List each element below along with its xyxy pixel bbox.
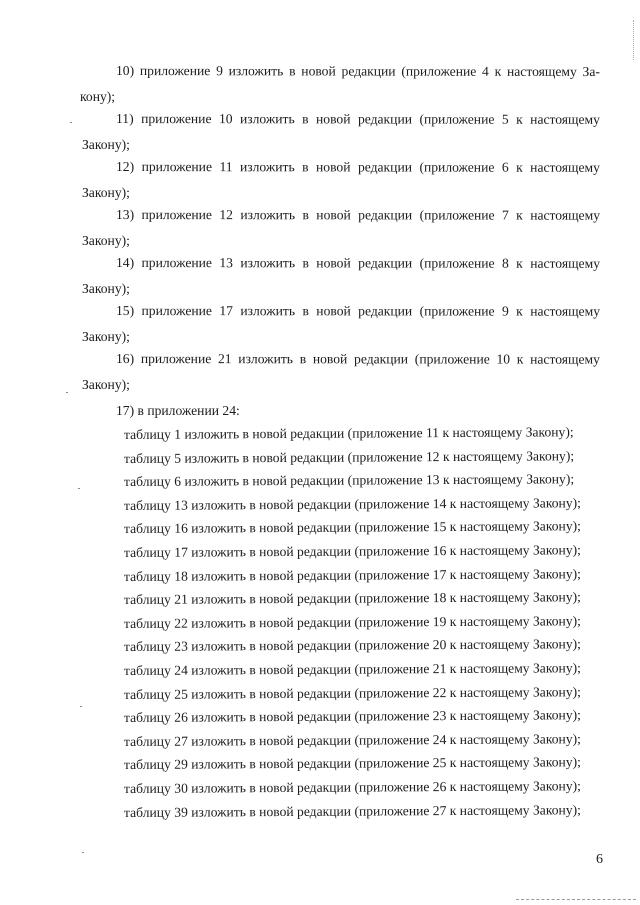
- word: редакции: [358, 207, 413, 223]
- word: 14): [115, 255, 135, 271]
- word: изложить: [240, 255, 296, 271]
- table-amendment-line: таблицу 22 изложить в новой редакции (приложение 19 к настоящему Закону);: [123, 613, 581, 631]
- word: (приложение: [419, 255, 495, 271]
- word: приложение: [141, 111, 212, 127]
- list-item-line: [116, 254, 600, 273]
- list-item-line: [116, 158, 600, 177]
- word: настоящему: [530, 255, 601, 271]
- word: 4: [482, 63, 489, 79]
- list-item-continuation: Закону);: [82, 329, 130, 344]
- word: (приложение: [419, 207, 495, 223]
- list-item-continuation: Закону);: [82, 281, 130, 296]
- list-item-line: [116, 350, 600, 369]
- word: к: [516, 351, 524, 367]
- list-item-continuation: Закону);: [82, 137, 130, 152]
- table-amendment-line: таблицу 39 изложить в новой редакции (приложение 27 к настоящему Закону);: [123, 801, 581, 820]
- word: новой: [316, 255, 351, 271]
- list-item-line: [116, 110, 600, 129]
- word: 13): [115, 207, 135, 223]
- table-amendment-line: таблицу 18 изложить в новой редакции (приложение 17 к настоящему Закону);: [123, 565, 581, 584]
- word: редакции: [358, 303, 413, 319]
- table-amendment-line: таблицу 17 изложить в новой редакции (приложение 16 к настоящему Закону);: [123, 542, 581, 560]
- word: к: [516, 207, 523, 223]
- word: изложить: [228, 63, 284, 79]
- word: настоящему: [530, 159, 600, 175]
- table-amendment-line: таблицу 1 изложить в новой редакции (приложение 11 к настоящему Закону);: [123, 424, 574, 442]
- scan-bottom-mark: [516, 899, 636, 901]
- word: к: [516, 255, 523, 271]
- word: в: [299, 351, 307, 367]
- word: (приложение: [401, 63, 477, 79]
- word: 9: [216, 63, 223, 79]
- word: 15): [115, 303, 135, 319]
- table-amendment-line: таблицу 27 изложить в новой редакции (приложение 24 к настоящему Закону);: [123, 731, 581, 749]
- word: в: [302, 303, 309, 319]
- word: редакции: [358, 255, 413, 271]
- list-item-continuation: Закону);: [82, 377, 130, 392]
- table-amendment-line: таблицу 25 изложить в новой редакции (приложение 22 к настоящему Закону);: [123, 683, 581, 702]
- table-amendment-line: таблицу 6 изложить в новой редакции (приложение 13 к настоящему Закону);: [123, 471, 575, 490]
- word: настоящему: [530, 111, 600, 127]
- word: 10): [115, 63, 135, 79]
- table-amendment-line: таблицу 24 изложить в новой редакции (приложение 21 к настоящему Закону);: [123, 660, 581, 678]
- word: новой: [301, 63, 336, 79]
- word: приложение: [139, 63, 211, 79]
- list-item-continuation: кону);: [80, 89, 116, 104]
- word: к: [516, 111, 523, 127]
- word: редакции: [357, 111, 413, 127]
- scan-speck: [70, 122, 72, 123]
- table-amendment-line: таблицу 26 изложить в новой редакции (приложение 23 к настоящему Закону);: [123, 707, 581, 726]
- word: приложение: [141, 207, 212, 223]
- word: редакции: [354, 351, 409, 367]
- word: 17: [219, 303, 233, 319]
- word: в: [289, 63, 296, 79]
- scan-edge-mark: [632, 20, 634, 60]
- table-amendment-line: таблицу 5 изложить в новой редакции (приложение 12 к настоящему Закону);: [123, 447, 575, 466]
- word: приложение: [140, 351, 212, 367]
- word: 21: [217, 351, 232, 367]
- word: в: [302, 159, 309, 175]
- word: 6: [501, 159, 509, 175]
- table-amendment-line: таблицу 23 изложить в новой редакции (приложение 20 к настоящему Закону);: [123, 636, 581, 655]
- word: За-: [582, 63, 600, 80]
- table-amendment-line: таблицу 30 изложить в новой редакции (приложение 26 к настоящему Закону);: [123, 778, 581, 796]
- list-item-continuation: Закону);: [82, 185, 130, 200]
- list-item-continuation: Закону);: [82, 233, 130, 248]
- scan-speck: [80, 706, 82, 707]
- word: в: [302, 255, 309, 271]
- word: приложение: [141, 255, 212, 271]
- table-amendment-line: таблицу 13 изложить в новой редакции (приложение 14 к настоящему Закону);: [123, 495, 581, 513]
- word: (приложение: [419, 111, 495, 127]
- page-number: 6: [596, 852, 603, 867]
- word: настоящему: [506, 63, 577, 79]
- table-amendment-line: таблицу 29 изложить в новой редакции (приложение 25 к настоящему Закону);: [123, 754, 581, 773]
- word: приложение: [141, 303, 212, 319]
- word: (приложение: [419, 303, 495, 319]
- word: редакции: [341, 63, 396, 79]
- word: в: [302, 111, 309, 127]
- scan-speck: [66, 392, 68, 393]
- word: 11: [219, 159, 233, 175]
- word: 12: [219, 207, 233, 223]
- word: к: [516, 159, 523, 175]
- list-item-line: [116, 62, 600, 81]
- word: 10: [496, 351, 511, 367]
- word: 13: [219, 255, 233, 271]
- word: изложить: [239, 111, 295, 127]
- item-17-header: 17) в приложении 24:: [116, 403, 240, 418]
- word: новой: [316, 111, 351, 127]
- word: 12): [115, 159, 135, 175]
- word: к: [494, 63, 502, 79]
- word: новой: [316, 207, 351, 223]
- word: 11): [115, 111, 134, 127]
- word: приложение: [141, 159, 213, 175]
- word: 7: [501, 207, 509, 223]
- table-amendment-line: таблицу 21 изложить в новой редакции (приложение 18 к настоящему Закону);: [123, 589, 581, 608]
- word: в: [302, 207, 309, 223]
- word: 8: [501, 255, 509, 271]
- list-item-line: [116, 302, 600, 321]
- word: 10: [218, 111, 233, 127]
- word: (приложение: [414, 351, 490, 367]
- word: настоящему: [530, 303, 601, 319]
- word: к: [516, 303, 523, 319]
- list-item-line: [116, 206, 600, 225]
- word: 16): [115, 351, 135, 367]
- word: новой: [316, 159, 351, 175]
- table-amendment-line: таблицу 16 изложить в новой редакции (приложение 15 к настоящему Закону);: [123, 518, 581, 537]
- word: 9: [501, 303, 509, 319]
- word: изложить: [239, 159, 295, 175]
- word: изложить: [238, 351, 294, 367]
- word: новой: [316, 303, 351, 319]
- scan-speck: [78, 488, 80, 489]
- word: настоящему: [530, 207, 601, 223]
- word: настоящему: [530, 351, 600, 367]
- word: изложить: [240, 207, 296, 223]
- word: (приложение: [419, 159, 495, 175]
- word: 5: [501, 111, 509, 127]
- word: новой: [312, 351, 348, 367]
- word: редакции: [357, 159, 413, 175]
- scan-speck: [82, 852, 84, 853]
- word: изложить: [240, 303, 296, 319]
